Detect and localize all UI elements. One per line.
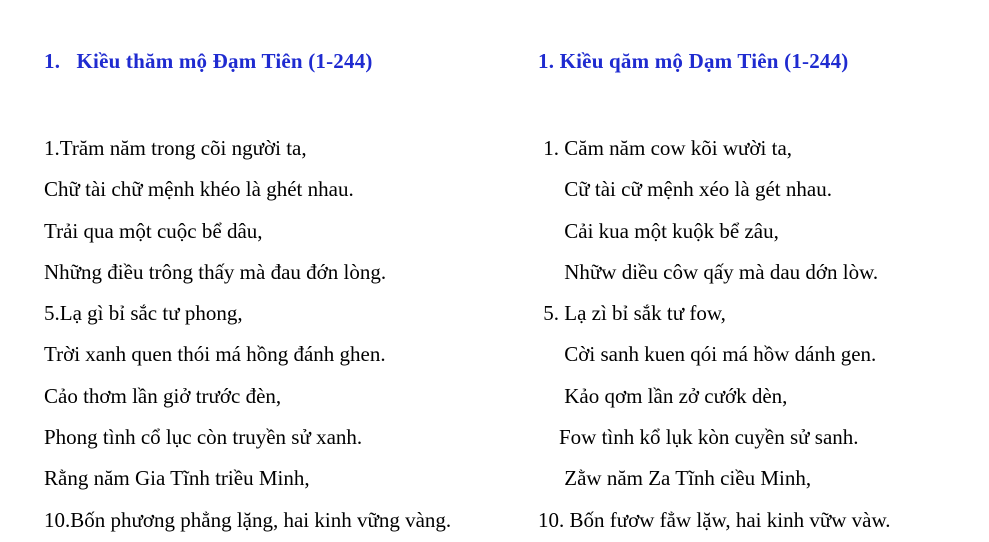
left-line-4: Những điều trông thấy mà đau đớn lòng. xyxy=(44,259,387,284)
right-heading: 1. Kiều qăm mộ Dạm Tiên (1-244) xyxy=(538,49,849,73)
right-line-10: 10. Bốn fươw fẳw lặw, hai kinh vữw vàw. xyxy=(538,507,891,532)
right-line-1: 1. Căm năm cow kõi wười ta, xyxy=(538,136,793,160)
right-poem-lines xyxy=(538,128,891,541)
right-line-8: Fow tình kổ lụk kòn cuyền sử sanh. xyxy=(538,425,859,450)
right-line-7: Kảo qơm lần zở cướk dèn, xyxy=(538,383,788,408)
right-line-4: Nhữw diều côw qấy mà dau dớn lòw. xyxy=(538,259,879,284)
left-heading: 1. Kiều thăm mộ Đạm Tiên (1-244) xyxy=(44,49,373,73)
left-line-8: Phong tình cổ lục còn truyền sử xanh. xyxy=(44,425,363,450)
left-line-6: Trời xanh quen thói má hồng đánh ghen. xyxy=(44,342,386,367)
left-line-3: Trải qua một cuộc bể dâu, xyxy=(44,218,263,243)
left-line-10: 10.Bốn phương phẳng lặng, hai kinh vững vàng. xyxy=(44,507,452,532)
right-line-9: Zằw năm Za Tĩnh ciều Minh, xyxy=(538,466,812,491)
left-line-2: Chữ tài chữ mệnh khéo là ghét nhau. xyxy=(44,177,354,202)
left-line-5: 5.Lạ gì bỉ sắc tư phong, xyxy=(44,301,243,326)
left-line-7: Cảo thơm lần giở trước đèn, xyxy=(44,383,282,408)
right-line-3: Cải kua một kuộk bể zâu, xyxy=(538,218,779,243)
left-line-9: Rằng năm Gia Tĩnh triều Minh, xyxy=(44,466,310,491)
right-line-5: 5. Lạ zì bỉ sắk tư fow, xyxy=(538,301,726,326)
right-line-2: Cữ tài cữ mệnh xéo là gét nhau. xyxy=(538,177,832,202)
right-line-6: Cời sanh kuen qói má hồw dánh gen. xyxy=(538,342,877,367)
left-poem-lines xyxy=(44,128,451,541)
left-line-1: 1.Trăm năm trong cõi người ta, xyxy=(44,136,307,160)
